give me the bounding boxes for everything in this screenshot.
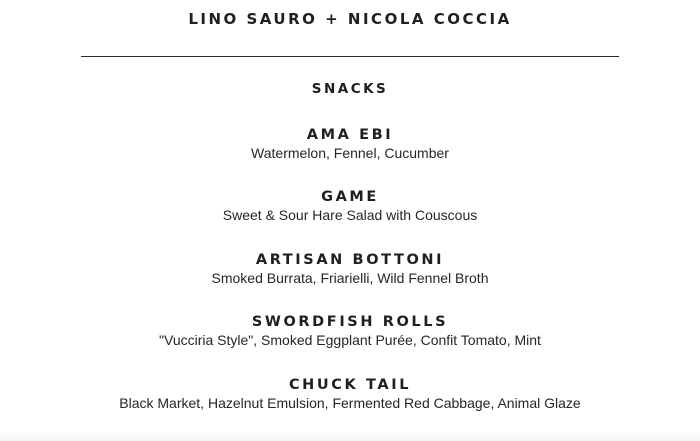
dish-name: AMA EBI [306,127,394,143]
dish-description: "Vucciria Style", Smoked Eggplant Purée, Confit Tomato, Mint [159,332,541,348]
dish-item [0,377,700,411]
bottom-fade [0,431,700,441]
dish-item [0,189,700,223]
dish-description: Sweet & Sour Hare Salad with Couscous [222,207,478,223]
dish-item [0,127,700,161]
header-divider [81,56,619,57]
dish-item [0,314,700,348]
dish-description: Smoked Burrata, Friarielli, Wild Fennel Broth [211,270,489,286]
dish-item [0,252,700,286]
dish-name: CHUCK TAIL [288,377,412,393]
dish-description: Watermelon, Fennel, Cucumber [251,145,449,161]
dish-name: ARTISAN BOTTONI [255,252,445,268]
dish-name: SWORDFISH ROLLS [251,314,449,330]
dish-name: GAME [321,189,379,205]
menu-header-title: LINO SAURO + NICOLA COCCIA [188,10,512,28]
section-heading-snacks: SNACKS [311,81,389,97]
dish-description: Black Market, Hazelnut Emulsion, Fermented Red Cabbage, Animal Glaze [119,395,581,411]
